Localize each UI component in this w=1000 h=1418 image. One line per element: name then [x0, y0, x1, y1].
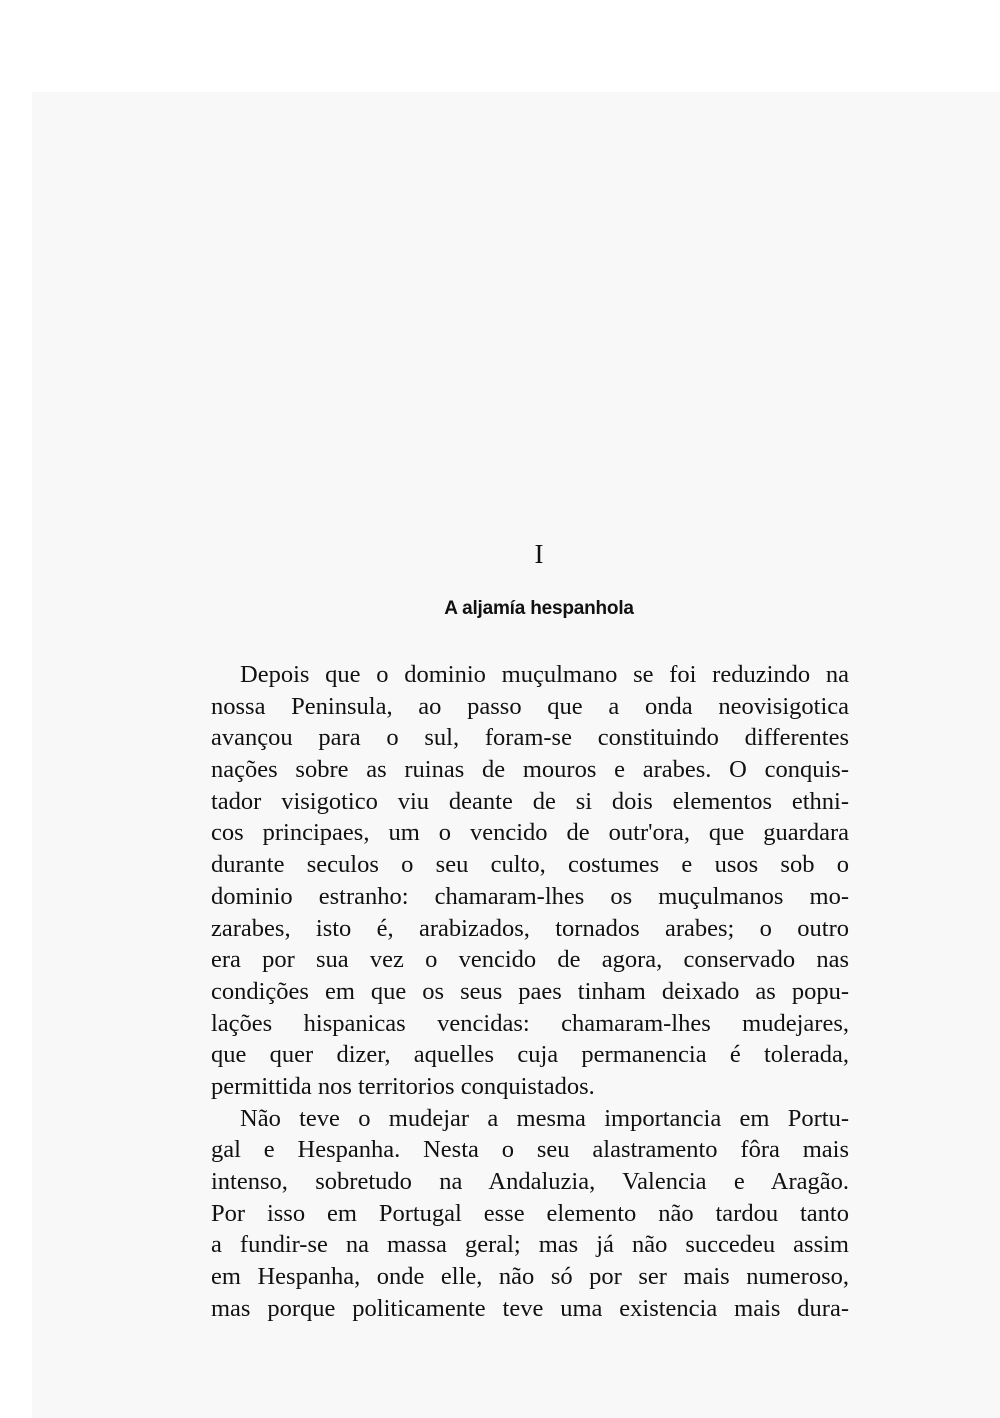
- text-line: Por isso em Portugal esse elemento não tardou tanto: [211, 1199, 849, 1227]
- text-line: tador visigotico viu deante de si dois elementos ethni-: [211, 787, 849, 815]
- chapter-number: I: [534, 539, 544, 569]
- chapter-title: A aljamía hespanhola: [444, 598, 634, 619]
- text-line: Depois que o dominio muçulmano se foi reduzindo na: [240, 661, 849, 688]
- text-line: zarabes, isto é, arabizados, tornados arabes; o outro: [211, 914, 849, 942]
- text-line: nossa Peninsula, ao passo que a onda neovisigotica: [211, 692, 849, 720]
- chapter-text: [211, 659, 849, 1324]
- text-line: avançou para o sul, foram-se constituindo differentes: [211, 724, 849, 752]
- paragraph-2: [211, 1103, 849, 1325]
- page-body: [211, 536, 849, 1324]
- paragraph-1: [211, 659, 849, 1103]
- text-line: a fundir-se na massa geral; mas já não succedeu assim: [211, 1231, 849, 1259]
- text-line: permittida nos territorios conquistados.: [211, 1072, 595, 1100]
- text-line: mas porque politicamente teve uma existencia mais dura-: [211, 1294, 849, 1322]
- text-line: lações hispanicas vencidas: chamaram-lhes mudejares,: [211, 1009, 849, 1037]
- text-line: que quer dizer, aquelles cuja permanencia é tolerada,: [211, 1041, 849, 1069]
- text-line: Não teve o mudejar a mesma importancia em Portu-: [240, 1104, 849, 1132]
- text-line: em Hespanha, onde elle, não só por ser mais numeroso,: [211, 1263, 849, 1291]
- text-line: cos principaes, um o vencido de outr'ora, que guardara: [211, 819, 849, 847]
- text-line: condições em que os seus paes tinham deixado as popu-: [211, 977, 849, 1005]
- text-line: gal e Hespanha. Nesta o seu alastramento fôra mais: [211, 1136, 849, 1164]
- text-line: durante seculos o seu culto, costumes e usos sob o: [211, 851, 849, 879]
- text-line: intenso, sobretudo na Andaluzia, Valencia e Aragão.: [211, 1168, 849, 1195]
- text-line: nações sobre as ruinas de mouros e arabes. O conquis-: [211, 756, 849, 784]
- text-line: era por sua vez o vencido de agora, conservado nas: [211, 946, 849, 974]
- text-line: dominio estranho: chamaram-lhes os muçulmanos mo-: [211, 882, 849, 910]
